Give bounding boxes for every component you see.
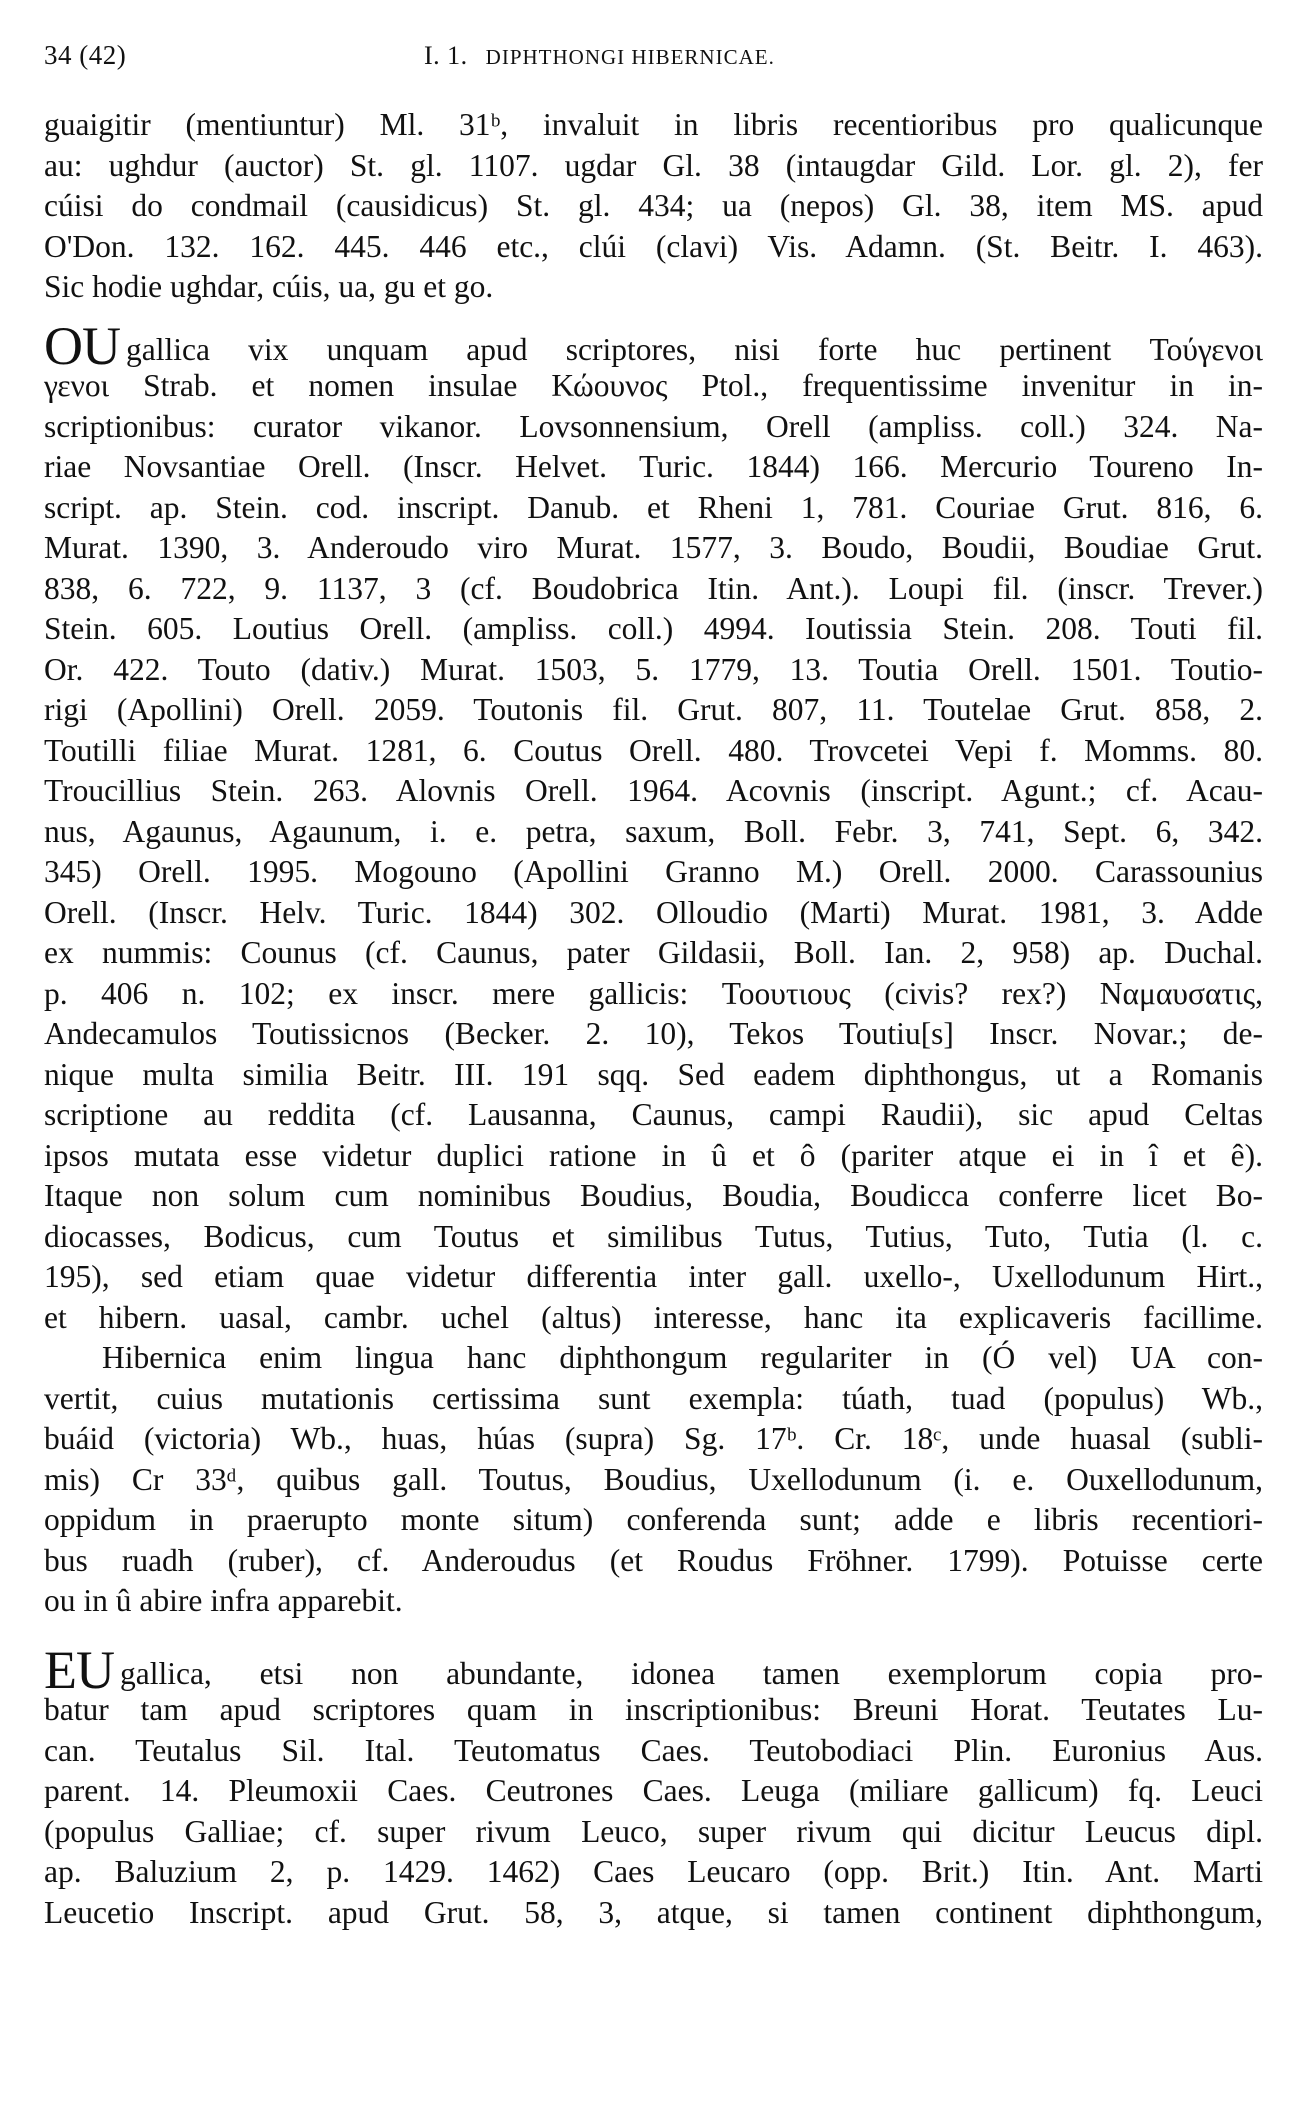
- text-line: Leucetio Inscript. apud Grut. 58, 3, atque, si tamen continent diphthongum,: [44, 1894, 1263, 1930]
- text-line: batur tam apud scriptores quam in inscriptionibus: Breuni Horat. Teutates Lu-: [44, 1692, 1263, 1727]
- text-line: Murat. 1390, 3. Anderoudo viro Murat. 1577, 3. Boudo, Boudii, Boudiae Grut.: [44, 530, 1263, 565]
- text-line: parent. 14. Pleumoxii Caes. Ceutrones Caes. Leuga (miliare gallicum) fq. Leuci: [44, 1773, 1263, 1808]
- running-title: DIPHTHONGI HIBERNICAE.: [485, 45, 775, 69]
- text-line: buáid (victoria) Wb., huas, húas (supra) Sg. 17ᵇ. Cr. 18ᶜ, unde huasal (subli-: [44, 1421, 1263, 1456]
- text-line: Or. 422. Touto (dativ.) Murat. 1503, 5. 1779, 13. Toutia Orell. 1501. Toutio-: [44, 651, 1263, 687]
- text-line: oppidum in praerupto monte situm) conferenda sunt; adde e libris recentiori-: [44, 1502, 1263, 1537]
- text-line: gallica vix unquam apud scriptores, nisi forte huc pertinent Τούγενοι: [126, 331, 1263, 367]
- section-letter-ou: OU: [44, 315, 120, 376]
- paragraph-ou-first-line: [44, 315, 1263, 376]
- text-line: Troucillius Stein. 263. Alovnis Orell. 1964. Acovnis (inscript. Agunt.; cf. Acau-: [44, 773, 1263, 808]
- text-line: 838, 6. 722, 9. 1137, 3 (cf. Boudobrica Itin. Ant.). Loupi fil. (inscr. Trever.): [44, 570, 1263, 606]
- text-line: 345) Orell. 1995. Mogouno (Apollini Granno M.) Orell. 2000. Carassounius: [44, 854, 1263, 889]
- text-line: guaigitir (mentiuntur) Ml. 31ᵇ, invaluit in libris recentioribus pro qualicunque: [44, 107, 1263, 142]
- body-text: [44, 105, 1263, 1933]
- text-line: Andecamulos Toutissicnos (Becker. 2. 10), Tekos Toutiu[s] Inscr. Novar.; de-: [44, 1016, 1263, 1051]
- text-line: et hibern. uasal, cambr. uchel (altus) interesse, hanc ita explicaveris facillime.: [44, 1299, 1263, 1335]
- text-line: 195), sed etiam quae videtur differentia inter gall. uxello-, Uxellodunum Hirt.,: [44, 1259, 1263, 1294]
- text-line: nique multa similia Beitr. III. 191 sqq. Sed eadem diphthongus, ut a Romanis: [44, 1056, 1263, 1092]
- text-line: Orell. (Inscr. Helv. Turic. 1844) 302. Olloudio (Marti) Murat. 1981, 3. Adde: [44, 894, 1263, 930]
- text-line: vertit, cuius mutationis certissima sunt exempla: túath, tuad (populus) Wb.,: [44, 1380, 1263, 1416]
- text-line: p. 406 n. 102; ex inscr. mere gallicis: Τοουτιους (civis? rex?) Ναμαυσατις,: [44, 975, 1263, 1011]
- section-number: I. 1.: [424, 41, 468, 70]
- text-line: γενοι Strab. et nomen insulae Κώουνος Ptol., frequentissime invenitur in in-: [44, 368, 1263, 403]
- text-line: Stein. 605. Loutius Orell. (ampliss. coll.) 4994. Ioutissia Stein. 208. Touti fil.: [44, 611, 1263, 646]
- text-line: au: ughdur (auctor) St. gl. 1107. ugdar Gl. 38 (intaugdar Gild. Lor. gl. 2), fer: [44, 147, 1263, 183]
- text-line: scriptione au reddita (cf. Lausanna, Caunus, campi Raudii), sic apud Celtas: [44, 1097, 1263, 1132]
- text-line: cúisi do condmail (causidicus) St. gl. 434; ua (nepos) Gl. 38, item MS. apud: [44, 188, 1263, 223]
- text-line: ex nummis: Counus (cf. Caunus, pater Gildasii, Boll. Ian. 2, 958) ap. Duchal.: [44, 935, 1263, 970]
- text-line: ou in û abire infra apparebit.: [44, 1583, 403, 1618]
- text-line: gallica, etsi non abundante, idonea tamen exemplorum copia pro-: [119, 1655, 1263, 1691]
- text-line: ipsos mutata esse videtur duplici ratione in û et ô (pariter atque ei in î et ê).: [44, 1137, 1263, 1173]
- text-line: Hibernica enim lingua hanc diphthongum regulariter in (Ó vel) UA con-: [102, 1340, 1263, 1375]
- text-line: can. Teutalus Sil. Ital. Teutomatus Caes. Teutobodiaci Plin. Euronius Aus.: [44, 1732, 1263, 1768]
- text-line: scriptionibus: curator vikanor. Lovsonnensium, Orell (ampliss. coll.) 324. Na-: [44, 408, 1263, 444]
- section-letter-eu: EU: [44, 1639, 114, 1700]
- paragraph-eu-first-line: [44, 1639, 1263, 1700]
- text-line: Itaque non solum cum nominibus Boudius, Boudia, Boudicca conferre licet Bo-: [44, 1178, 1263, 1213]
- text-line: ap. Baluzium 2, p. 1429. 1462) Caes Leucaro (opp. Brit.) Itin. Ant. Marti: [44, 1854, 1263, 1889]
- text-line: diocasses, Bodicus, cum Toutus et similibus Tutus, Tutius, Tuto, Tutia (l. c.: [44, 1218, 1263, 1254]
- text-line: (populus Galliae; cf. super rivum Leuco, super rivum qui dicitur Leucus dipl.: [44, 1813, 1263, 1849]
- text-line: mis) Cr 33ᵈ, quibus gall. Toutus, Boudius, Uxellodunum (i. e. Ouxellodunum,: [44, 1461, 1263, 1497]
- running-head: [44, 40, 1263, 71]
- text-line: O'Don. 132. 162. 445. 446 etc., clúi (clavi) Vis. Adamn. (St. Beitr. I. 463).: [44, 228, 1263, 264]
- text-line: script. ap. Stein. cod. inscript. Danub. et Rheni 1, 781. Couriae Grut. 816, 6.: [44, 489, 1263, 525]
- text-line: bus ruadh (ruber), cf. Anderoudus (et Roudus Fröhner. 1799). Potuisse certe: [44, 1542, 1263, 1578]
- text-line: nus, Agaunus, Agaunum, i. e. petra, saxum, Boll. Febr. 3, 741, Sept. 6, 342.: [44, 813, 1263, 849]
- text-line: Toutilli filiae Murat. 1281, 6. Coutus Orell. 480. Trovcetei Vepi f. Momms. 80.: [44, 732, 1263, 768]
- page-number: 34 (42): [44, 40, 127, 70]
- text-line: Sic hodie ughdar, cúis, ua, gu et go.: [44, 269, 494, 304]
- text-line: rigi (Apollini) Orell. 2059. Toutonis fil. Grut. 807, 11. Toutelae Grut. 858, 2.: [44, 692, 1263, 727]
- text-line: riae Novsantiae Orell. (Inscr. Helvet. Turic. 1844) 166. Mercurio Toureno In-: [44, 449, 1263, 484]
